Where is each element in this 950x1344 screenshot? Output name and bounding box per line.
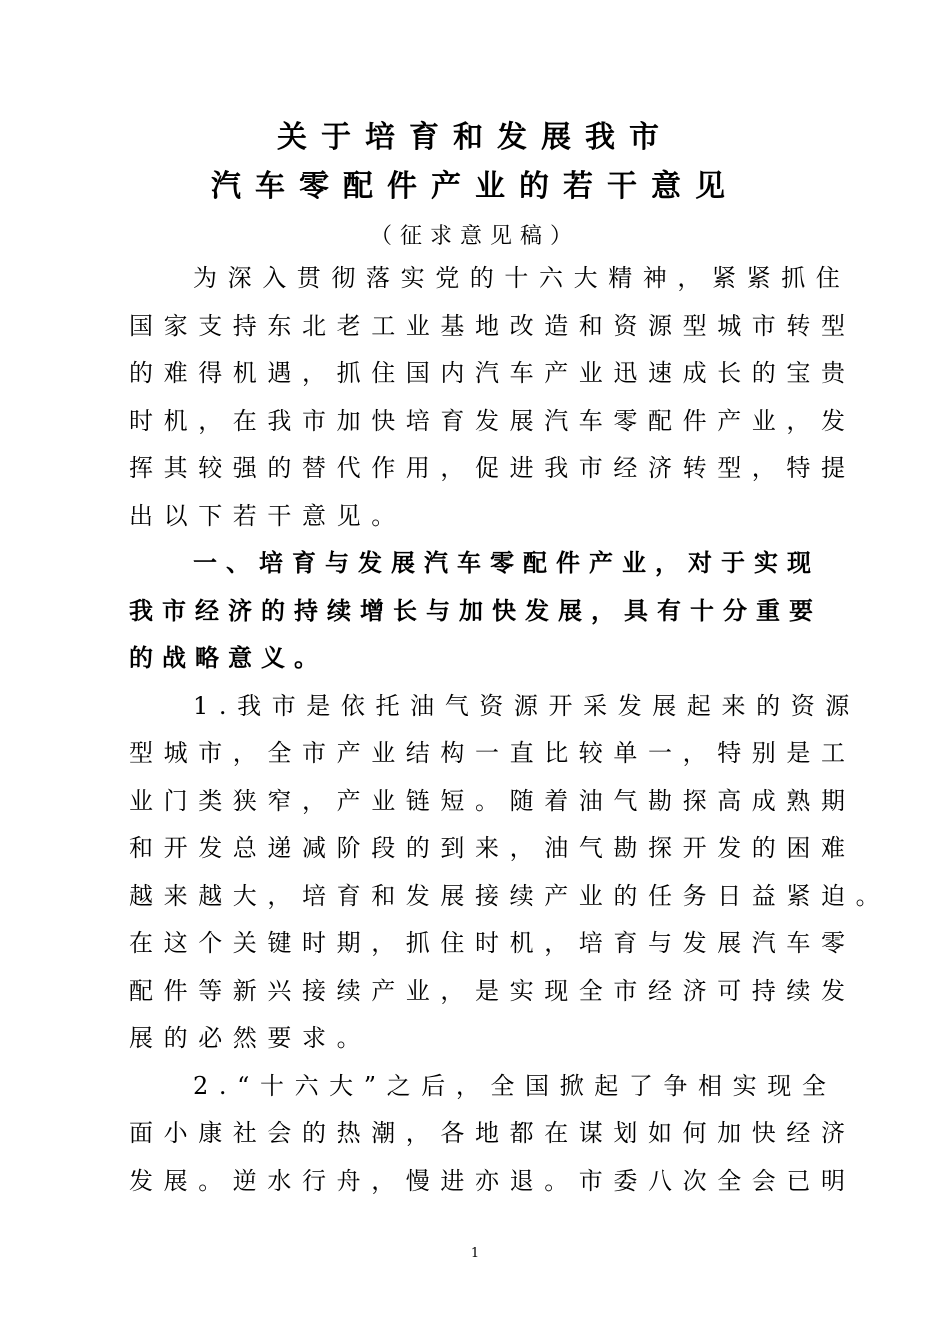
paragraph-intro-line: 挥其较强的替代作用，促进我市经济转型，特提 xyxy=(129,454,856,482)
paragraph-1-line: 展的必然要求。 xyxy=(129,1024,372,1052)
page-number: 1 xyxy=(470,1246,480,1261)
paragraph-intro-line: 出以下若干意见。 xyxy=(129,501,406,530)
document-body xyxy=(129,255,891,1205)
paragraph-1-line: 业门类狭窄，产业链短。随着油气勘探高成熟期 xyxy=(129,786,856,815)
paragraph-1-line: 和开发总递减阶段的到来，油气勘探开发的困难 xyxy=(129,834,856,862)
section-heading-line: 一、培育与发展汽车零配件产业，对于实现 xyxy=(193,549,820,577)
paragraph-1-line: 型城市，全市产业结构一直比较单一，特别是工 xyxy=(129,739,856,767)
section-heading-line: 我市经济的持续增长与加快发展，具有十分重要 xyxy=(129,596,822,625)
paragraph-intro-line: 国家支持东北老工业基地改造和资源型城市转型 xyxy=(129,311,856,340)
paragraph-1-line: 配件等新兴接续产业，是实现全市经济可持续发 xyxy=(129,976,856,1005)
paragraph-1-line: 越来越大，培育和发展接续产业的任务日益紧迫。 xyxy=(129,881,891,910)
paragraph-2-line: 2.“十六大”之后，全国掀起了争相实现全 xyxy=(193,1071,837,1100)
document-title-line-1: 关于培育和发展我市 xyxy=(277,120,673,155)
document-title-line-2: 汽车零配件产业的若干意见 xyxy=(211,169,739,204)
paragraph-2-line: 面小康社会的热潮，各地都在谋划如何加快经济 xyxy=(129,1119,856,1147)
paragraph-intro-line: 的难得机遇，抓住国内汽车产业迅速成长的宝贵 xyxy=(129,359,856,387)
paragraph-2-line: 发展。逆水行舟，慢进亦退。市委八次全会已明 xyxy=(129,1166,856,1195)
paragraph-1-line: 1.我市是依托油气资源开采发展起来的资源 xyxy=(193,691,860,720)
paragraph-intro-line: 为深入贯彻落实党的十六大精神，紧紧抓住 xyxy=(193,264,851,292)
document-subtitle: （征求意见稿） xyxy=(369,224,580,249)
section-heading-line: 的战略意义。 xyxy=(129,644,327,672)
paragraph-1-line: 在这个关键时期，抓住时机，培育与发展汽车零 xyxy=(129,929,856,957)
paragraph-intro-line: 时机，在我市加快培育发展汽车零配件产业，发 xyxy=(129,406,856,435)
